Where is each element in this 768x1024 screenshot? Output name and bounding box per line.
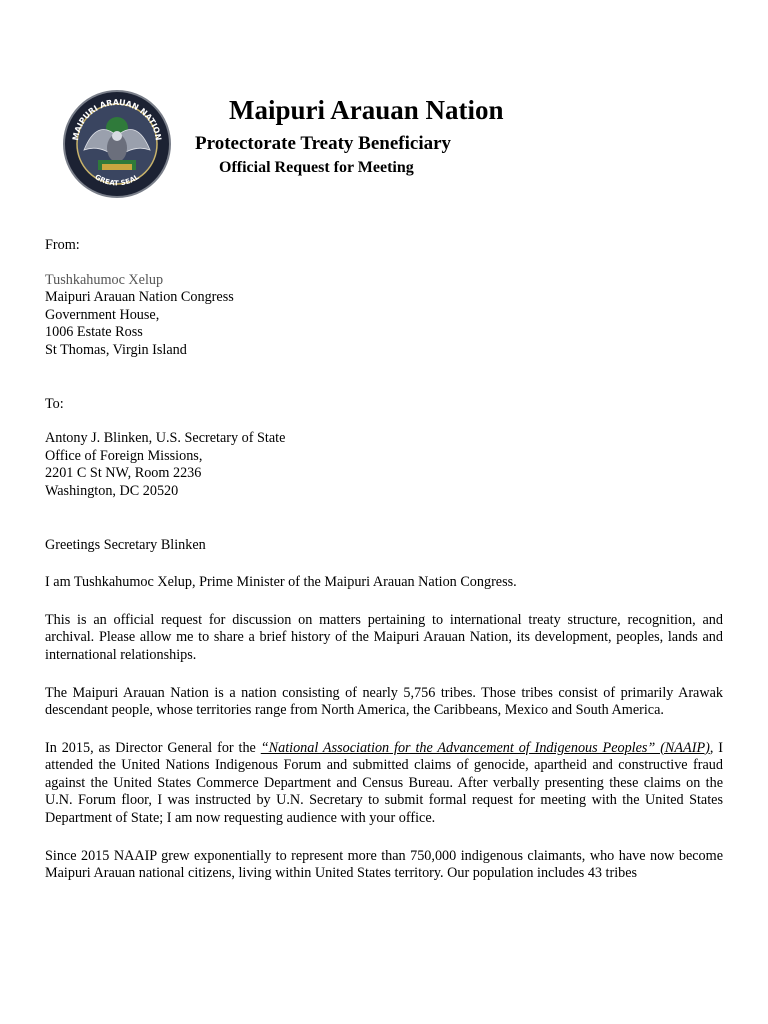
letter-subtitle: Protectorate Treaty Beneficiary xyxy=(195,133,452,154)
to-address-line: Office of Foreign Missions, xyxy=(45,447,203,464)
from-address-line: St Thomas, Virgin Island xyxy=(45,341,187,358)
seal-bottom-text: GREAT SEAL xyxy=(93,172,141,188)
to-address-line: 2201 C St NW, Room 2236 xyxy=(45,465,202,482)
paragraph-history xyxy=(45,740,723,828)
paragraph-intro: I am Tushkahumoc Xelup, Prime Minister of the Maipuri Arauan Nation Congress. xyxy=(45,574,517,591)
to-address-line: Washington, DC 20520 xyxy=(45,482,179,499)
to-address-line: Antony J. Blinken, U.S. Secretary of State xyxy=(45,430,286,447)
from-address-line: Maipuri Arauan Nation Congress xyxy=(45,289,234,306)
letter-body xyxy=(45,237,723,883)
to-label: To: xyxy=(45,395,64,412)
from-address-line: Government House, xyxy=(45,306,160,323)
paragraph-history-post: , I attended the United Nations Indigenous Forum and submitted claims of genocide, apartheid and constructive fraud against the United States Commerce Department and Census Bureau. After verbally presenting these claims on the U.N. Forum floor, I was instructed by U.N. Secretary to submit formal request for meeting with the United States Department of State; I am now requesting audience with your office. xyxy=(45,739,723,827)
from-label: From: xyxy=(45,237,80,253)
from-name: Tushkahumoc Xelup xyxy=(45,271,164,288)
letter-title: Maipuri Arauan Nation xyxy=(229,95,504,125)
letter-subtitle-2: Official Request for Meeting xyxy=(219,159,414,176)
great-seal-image xyxy=(62,88,172,200)
paragraph-population: Since 2015 NAAIP grew exponentially to represent more than 750,000 indigenous claimants, who have now become Maipuri Arauan national citizens, living within United States territory. Our population includes 43 tribes xyxy=(45,847,723,882)
to-block xyxy=(45,396,723,501)
paragraph-request: This is an official request for discussion on matters pertaining to international treaty structure, recognition, and archival. Please allow me to share a brief history of the Maipuri Arauan Nation, its development, peoples, lands and international relationships. xyxy=(45,611,723,663)
from-address-line: 1006 Estate Ross xyxy=(45,324,143,341)
seal-top-text: MAIPURI ARAUAN NATION xyxy=(71,97,163,142)
paragraph-history-pre: In 2015, as Director General for the xyxy=(45,739,261,756)
paragraph-nation: The Maipuri Arauan Nation is a nation consisting of nearly 5,756 tribes. Those tribes consist of primarily Arawak descendant people, whose territories range from North America, the Caribbeans, Mexico and South America. xyxy=(45,684,723,719)
greeting: Greetings Secretary Blinken xyxy=(45,536,206,553)
naaip-link[interactable]: “National Association for the Advancement of Indigenous Peoples” (NAAIP) xyxy=(260,739,710,756)
from-block xyxy=(45,237,723,360)
